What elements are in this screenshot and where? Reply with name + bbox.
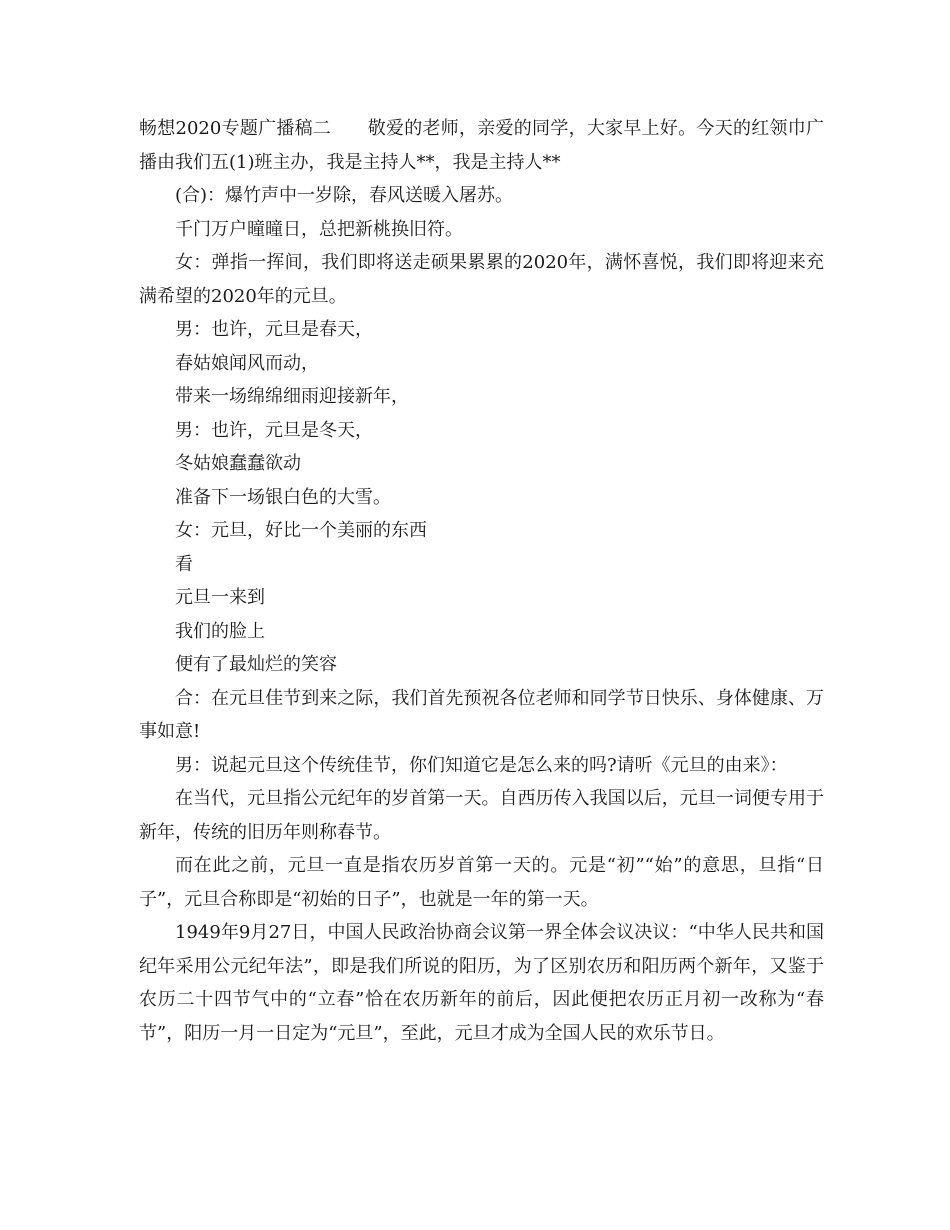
paragraph-verse-line: 便有了最灿烂的笑容: [175, 654, 337, 675]
paragraph-female-host-1: 女：弹指一挥间，我们即将送走硕果累累的2020年，满怀喜悦，我们即将迎来充满希望的2020年的元旦。: [139, 252, 824, 307]
paragraph-male-host-2: 男：也许，元旦是冬天，: [175, 419, 373, 441]
document-body: [139, 112, 824, 1050]
paragraph-origin-1: 在当代，元旦指公元纪年的岁首第一天。自西历传入我国以后，元旦一词便专用于新年，传统的旧历年则称春节。: [139, 788, 824, 843]
paragraph-verse-line: 元旦一来到: [175, 587, 265, 608]
paragraph-chorus-poem-1: (合)：爆竹声中一岁除，春风送暖入屠苏。: [175, 185, 514, 206]
paragraph-verse-line: 看: [175, 553, 193, 575]
paragraph-title-intro: 畅想2020专题广播稿二 敬爱的老师，亲爱的同学，大家早上好。今天的红领巾广播由我们五(1)班主办，我是主持人**，我是主持人**: [139, 118, 824, 173]
paragraph-female-host-2: 女：元旦，好比一个美丽的东西: [175, 520, 427, 541]
paragraph-chorus-greeting: 合：在元旦佳节到来之际，我们首先预祝各位老师和同学节日快乐、身体健康、万事如意!: [139, 687, 824, 742]
paragraph-origin-2: 而在此之前，元旦一直是指农历岁首第一天的。元是“初”“始”的意思，旦指“日子”，元旦合称即是“初始的日子”，也就是一年的第一天。: [139, 855, 824, 910]
paragraph-verse-line: 带来一场绵绵细雨迎接新年，: [175, 386, 409, 407]
paragraph-verse-line: 冬姑娘蠢蠢欲动: [175, 453, 301, 474]
paragraph-origin-3: 1949年9月27日，中国人民政治协商会议第一界全体会议决议：“中华人民共和国纪年采用公元纪年法”，即是我们所说的阳历，为了区别农历和阳历两个新年，又鉴于农历二十四节气中的“立春”恰在农历新年的前后，因此便把农历正月初一改称为“春节”，阳历一月一日定为“元旦”，至此，元旦才成为全国人民的欢乐节日。: [139, 922, 824, 1044]
paragraph-verse-line: 我们的脸上: [175, 620, 265, 642]
paragraph-verse-line: 春姑娘闻风而动，: [175, 352, 319, 374]
paragraph-male-host-1: 男：也许，元旦是春天，: [175, 319, 373, 340]
paragraph-poem-2: 千门万户曈曈日，总把新桃换旧符。: [175, 218, 463, 240]
paragraph-verse-line: 准备下一场银白色的大雪。: [175, 486, 391, 508]
paragraph-male-host-3: 男：说起元旦这个传统佳节，你们知道它是怎么来的吗?请听《元旦的由来》：: [175, 754, 788, 776]
